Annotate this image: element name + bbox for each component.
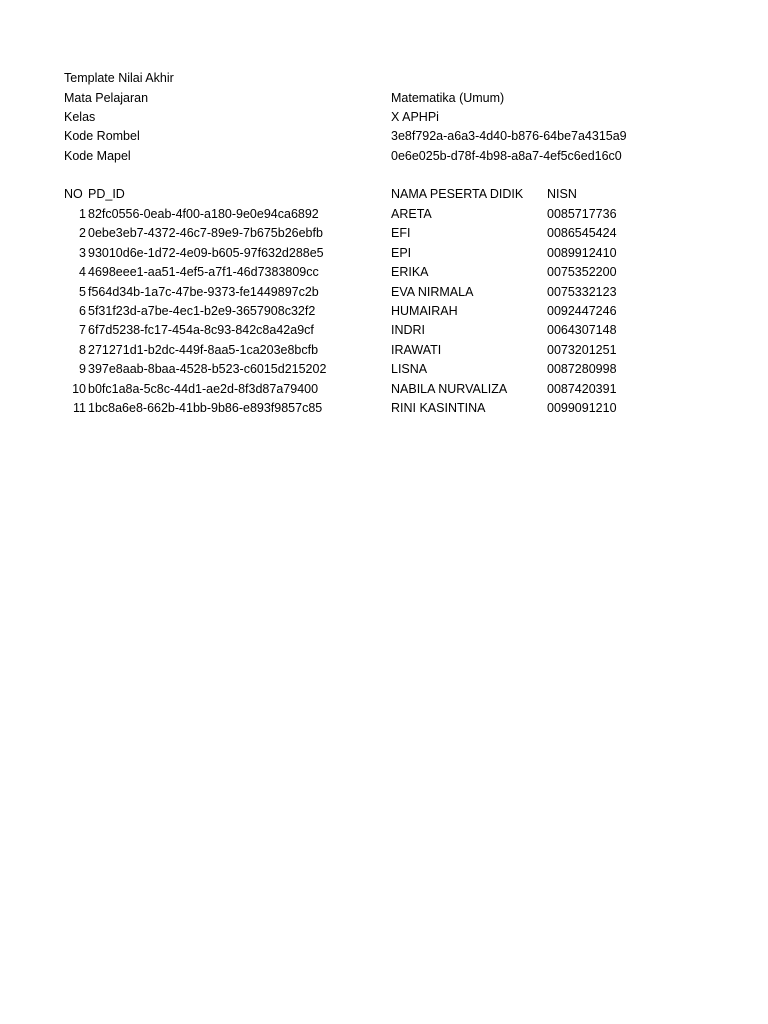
field-label-mata-pelajaran: Mata Pelajaran xyxy=(64,91,149,105)
row-nama: ARETA xyxy=(391,207,432,221)
row-nama: RINI KASINTINA xyxy=(391,401,486,415)
row-no: 5 xyxy=(79,285,86,299)
row-pd-id: 1bc8a6e8-662b-41bb-9b86-e893f9857c85 xyxy=(88,401,323,415)
row-pd-id: 271271d1-b2dc-449f-8aa5-1ca203e8bcfb xyxy=(88,343,319,357)
row-no: 4 xyxy=(79,265,86,279)
row-nama: NABILA NURVALIZA xyxy=(391,382,508,396)
row-pd-id: 82fc0556-0eab-4f00-a180-9e0e94ca6892 xyxy=(88,207,319,221)
row-no: 7 xyxy=(79,323,86,337)
row-pd-id: 4698eee1-aa51-4ef5-a7f1-46d7383809cc xyxy=(88,265,319,279)
field-value-mata-pelajaran: Matematika (Umum) xyxy=(391,91,505,105)
row-nisn: 0099091210 xyxy=(547,401,617,415)
row-nisn: 0086545424 xyxy=(547,226,617,240)
row-nama: EVA NIRMALA xyxy=(391,285,474,299)
row-no: 9 xyxy=(79,362,86,376)
row-nisn: 0064307148 xyxy=(547,323,617,337)
row-nisn: 0085717736 xyxy=(547,207,617,221)
field-value-kelas: X APHPi xyxy=(391,110,439,124)
row-no: 11 xyxy=(73,401,86,415)
row-no: 3 xyxy=(79,246,86,260)
row-pd-id: 93010d6e-1d72-4e09-b605-97f632d288e5 xyxy=(88,246,324,260)
row-nama: LISNA xyxy=(391,362,428,376)
row-nama: HUMAIRAH xyxy=(391,304,458,318)
document-title: Template Nilai Akhir xyxy=(64,71,174,85)
row-no: 6 xyxy=(79,304,86,318)
column-header-no: NO xyxy=(64,187,83,201)
row-nama: INDRI xyxy=(391,323,426,337)
row-no: 8 xyxy=(79,343,86,357)
row-pd-id: b0fc1a8a-5c8c-44d1-ae2d-8f3d87a79400 xyxy=(88,382,319,396)
field-value-kode-rombel: 3e8f792a-a6a3-4d40-b876-64be7a4315a9 xyxy=(391,129,627,143)
row-nama: EPI xyxy=(391,246,412,260)
field-label-kelas: Kelas xyxy=(64,110,96,124)
row-nisn: 0087420391 xyxy=(547,382,617,396)
row-nisn: 0087280998 xyxy=(547,362,617,376)
column-header-nisn: NISN xyxy=(547,187,577,201)
row-pd-id: 397e8aab-8baa-4528-b523-c6015d215202 xyxy=(88,362,327,376)
column-header-nama: NAMA PESERTA DIDIK xyxy=(391,187,524,201)
row-nisn: 0075352200 xyxy=(547,265,617,279)
row-nisn: 0089912410 xyxy=(547,246,617,260)
row-pd-id: 0ebe3eb7-4372-46c7-89e9-7b675b26ebfb xyxy=(88,226,323,240)
row-no: 2 xyxy=(79,226,86,240)
row-nama: ERIKA xyxy=(391,265,429,279)
row-no: 10 xyxy=(72,382,86,396)
field-value-kode-mapel: 0e6e025b-d78f-4b98-a8a7-4ef5c6ed16c0 xyxy=(391,149,622,163)
row-nisn: 0075332123 xyxy=(547,285,617,299)
column-header-pd-id: PD_ID xyxy=(88,187,125,201)
row-no: 1 xyxy=(79,207,86,221)
row-pd-id: 6f7d5238-fc17-454a-8c93-842c8a42a9cf xyxy=(88,323,314,337)
row-pd-id: 5f31f23d-a7be-4ec1-b2e9-3657908c32f2 xyxy=(88,304,316,318)
row-nisn: 0073201251 xyxy=(547,343,617,357)
row-nama: IRAWATI xyxy=(391,343,442,357)
field-label-kode-mapel: Kode Mapel xyxy=(64,149,131,163)
field-label-kode-rombel: Kode Rombel xyxy=(64,129,140,143)
row-nama: EFI xyxy=(391,226,411,240)
row-nisn: 0092447246 xyxy=(547,304,617,318)
row-pd-id: f564d34b-1a7c-47be-9373-fe1449897c2b xyxy=(88,285,319,299)
